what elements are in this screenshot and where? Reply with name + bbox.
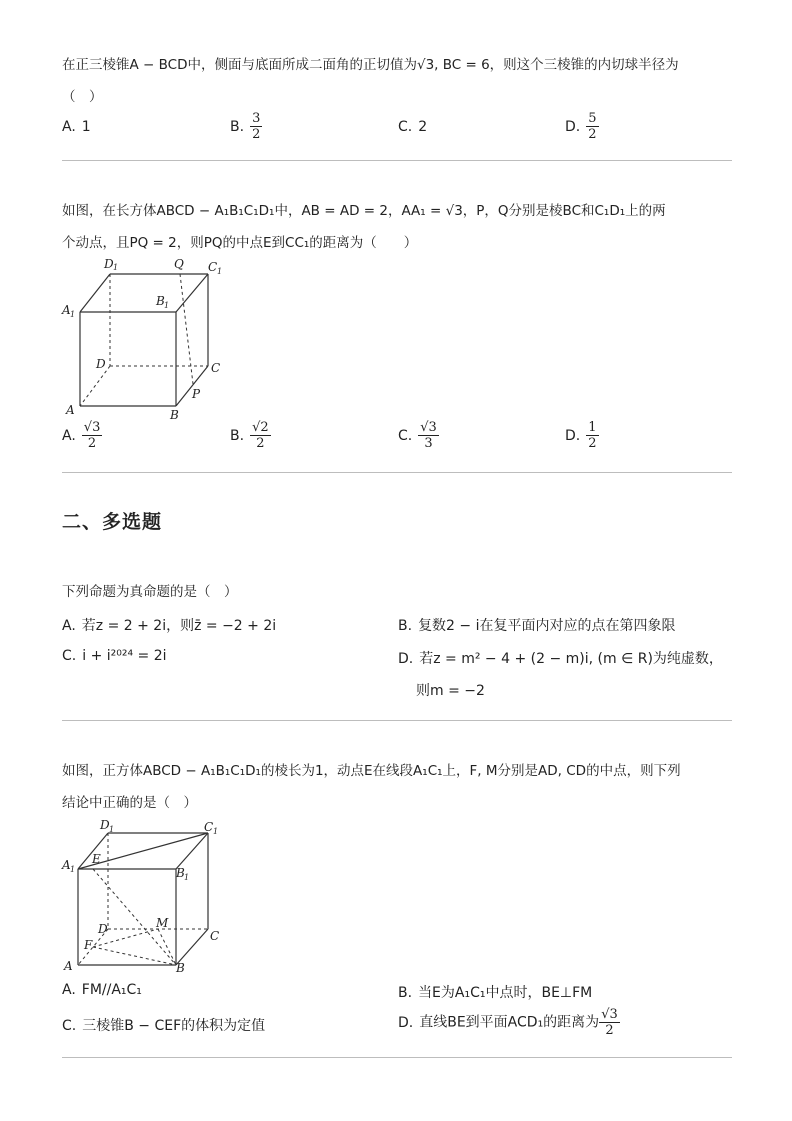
- q4-stem-line2: 结论中正确的是（ ）: [62, 795, 197, 811]
- q2-option-a[interactable]: A. $\frac{√3}{2}$: [62, 420, 101, 451]
- q3-option-c[interactable]: C. i + i²⁰²⁴ = 2i: [62, 648, 167, 664]
- q3-option-b[interactable]: B. 复数2 − i在复平面内对应的点在第四象限: [398, 618, 676, 634]
- svg-text:1: 1: [217, 267, 223, 276]
- divider: [62, 472, 732, 473]
- q3-option-d[interactable]: D. 若z = m² − 4 + (2 − m)i, (m ∈ R)为纯虚数，: [398, 651, 723, 667]
- fraction: $\frac{1}{2}$: [588, 420, 597, 451]
- label-d: D: [96, 357, 106, 371]
- svg-text:1: 1: [213, 827, 219, 836]
- divider: [62, 720, 732, 721]
- section-title: 二、多选题: [62, 511, 163, 533]
- divider: [62, 1057, 732, 1058]
- q2-option-c[interactable]: C. $\frac{√3}{3}$: [398, 420, 437, 451]
- label-d: D: [98, 922, 108, 936]
- divider: [62, 160, 732, 161]
- label-a: A: [66, 403, 75, 417]
- cube-figure: [58, 817, 228, 977]
- label-e: E: [92, 852, 101, 866]
- label-c: C: [210, 929, 220, 943]
- label-b: B: [170, 408, 179, 422]
- q1-stem: [62, 54, 732, 108]
- label-c: C: [211, 361, 221, 375]
- svg-text:1: 1: [70, 865, 76, 874]
- q2-stem-line1: 如图，在长方体ABCD − A₁B₁C₁D₁中，AB = AD = 2，AA₁ = √3，P，Q分别是棱BC和C₁D₁上的两: [62, 203, 666, 219]
- q4-option-d[interactable]: D. 直线BE到平面ACD₁的距离为 $\frac{√3}{2}$: [398, 1007, 618, 1038]
- q1-option-c[interactable]: C. 2: [398, 119, 428, 135]
- q4-stem-line1: 如图，正方体ABCD − A₁B₁C₁D₁的棱长为1，动点E在线段A₁C₁上，F, M分别是AD, CD的中点，则下列: [62, 763, 681, 779]
- q2-stem: [62, 200, 732, 254]
- label-c1: C: [208, 260, 218, 274]
- fraction: $\frac{√3}{3}$: [420, 420, 437, 451]
- q1-stem-text: 在正三棱锥A − BCD中，侧面与底面所成二面角的正切值为√3, BC = 6，则这个三棱锥的内切球半径为: [62, 57, 679, 73]
- label-a: A: [64, 959, 73, 973]
- label-m: M: [156, 916, 169, 930]
- cuboid-figure: [58, 256, 228, 424]
- q2-stem-line2: 个动点，且PQ = 2，则PQ的中点E到CC₁的距离为（ ）: [62, 235, 418, 251]
- svg-text:1: 1: [184, 873, 190, 882]
- q2-option-b[interactable]: B. $\frac{√2}{2}$: [230, 420, 269, 451]
- label-c1: C: [204, 820, 214, 834]
- q4-option-b[interactable]: B. 当E为A₁C₁中点时，BE⊥FM: [398, 985, 593, 1001]
- label-b1: B: [176, 866, 185, 880]
- label-p: P: [192, 387, 201, 401]
- q3-option-a[interactable]: A. 若z = 2 + 2i，则z̄ = −2 + 2i: [62, 618, 277, 634]
- svg-text:1: 1: [164, 301, 170, 310]
- q4-option-c[interactable]: C. 三棱锥B − CEF的体积为定值: [62, 1018, 266, 1034]
- fraction: $\frac{√3}{2}$: [601, 1007, 618, 1038]
- label-b: B: [176, 961, 185, 975]
- q3-stem: [62, 581, 732, 603]
- q1-option-b[interactable]: B. $\frac{3}{2}$: [230, 111, 261, 142]
- label-q: Q: [174, 257, 184, 271]
- label-b1: B: [156, 294, 165, 308]
- q1-option-a[interactable]: A. 1: [62, 119, 91, 135]
- fraction: $\frac{5}{2}$: [588, 111, 597, 142]
- label-d1: D: [100, 818, 110, 832]
- q2-option-d[interactable]: D. $\frac{1}{2}$: [565, 420, 597, 451]
- svg-text:1: 1: [113, 263, 119, 272]
- svg-text:1: 1: [70, 310, 76, 319]
- q1-option-d[interactable]: D. $\frac{5}{2}$: [565, 111, 597, 142]
- q4-stem: [62, 760, 732, 814]
- q3-option-d-line2: 则m = −2: [416, 683, 485, 699]
- fraction: $\frac{√2}{2}$: [252, 420, 269, 451]
- q1-paren: （ ）: [62, 89, 103, 105]
- q4-option-a[interactable]: A. FM//A₁C₁: [62, 982, 142, 998]
- q3-stem-text: 下列命题为真命题的是（ ）: [62, 584, 238, 600]
- fraction: $\frac{√3}{2}$: [83, 420, 101, 451]
- label-d1: D: [104, 257, 114, 271]
- label-a1: A: [62, 858, 71, 872]
- label-a1: A: [62, 303, 71, 317]
- fraction: $\frac{3}{2}$: [252, 111, 261, 142]
- svg-text:1: 1: [109, 825, 115, 834]
- label-f: F: [84, 938, 93, 952]
